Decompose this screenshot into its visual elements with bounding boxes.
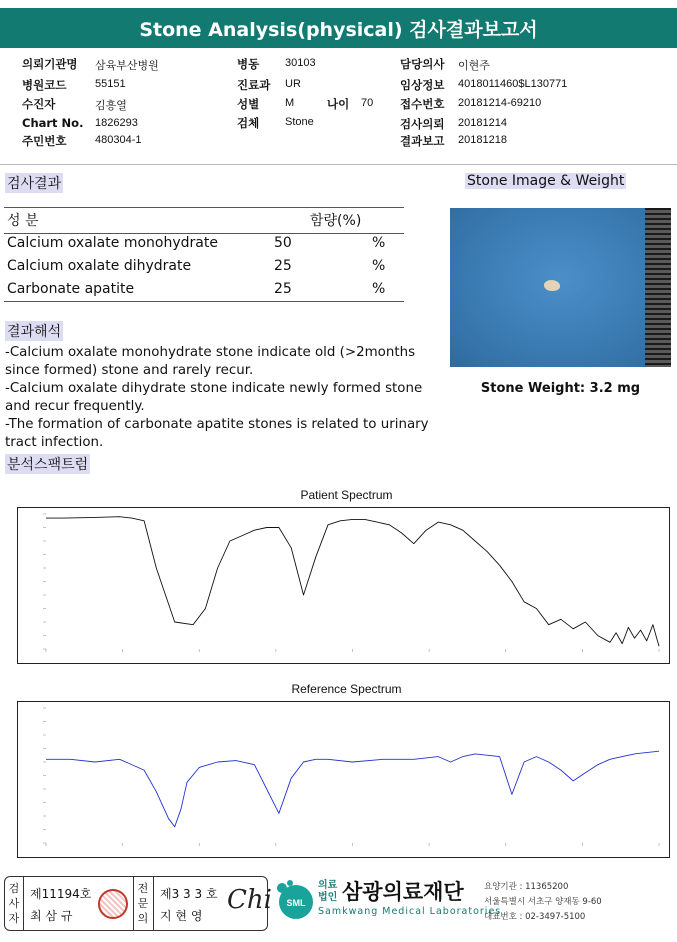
stone-weight: Stone Weight: 3.2 mg	[480, 381, 641, 396]
stone-section-title: Stone Image & Weight	[467, 173, 625, 189]
address: 서울특별시 서초구 양재동 9-60	[484, 897, 602, 907]
info-label: 나이	[327, 97, 350, 111]
patient-info	[22, 56, 662, 156]
info-value: 20181214	[458, 117, 507, 129]
seal-icon	[98, 889, 128, 919]
info-value: 480304-1	[95, 134, 142, 146]
info-value: 4018011460$L130771	[458, 78, 568, 90]
interpretation-section-title: 결과해석	[5, 321, 63, 341]
info-value: Stone	[285, 116, 314, 128]
divider	[23, 877, 24, 930]
stone-image	[450, 208, 671, 367]
component-pct: 50	[274, 235, 292, 251]
logo-text: SML	[286, 898, 306, 908]
interpretation-line: -The formation of carbonate apatite stones is related to urinary tract infection.	[5, 417, 429, 450]
ruler-scale	[645, 208, 671, 367]
info-label: 성별	[237, 97, 260, 111]
specialist-number: 제3 3 3 호	[160, 887, 218, 901]
spectrum-line	[46, 517, 659, 647]
info-value: 이현주	[458, 60, 490, 72]
info-label: Chart No.	[22, 116, 84, 130]
component-pct: 25	[274, 258, 292, 274]
info-label: 수진자	[22, 97, 56, 111]
brand-contact	[484, 880, 602, 925]
info-value: 70	[361, 97, 374, 109]
info-value: UR	[285, 78, 301, 90]
divider	[133, 877, 134, 930]
info-value: 김흥열	[95, 100, 127, 112]
header-divider	[0, 164, 677, 165]
brand-name-en: Samkwang Medical Laboratories	[318, 906, 502, 917]
info-label: 병원코드	[22, 78, 67, 92]
info-value: 20181218	[458, 134, 507, 146]
specialist-label: 전문의	[137, 882, 149, 925]
info-label: 임상정보	[400, 78, 445, 92]
component-name: Carbonate apatite	[7, 281, 135, 297]
info-label: 결과보고	[400, 134, 445, 148]
interpretation-text	[5, 344, 437, 452]
interpretation-line: -Calcium oxalate dihydrate stone indicate newly formed stone and recur frequently.	[5, 381, 423, 414]
table-bottom-rule	[4, 301, 404, 302]
info-value: 30103	[285, 57, 316, 69]
patient-spectrum-svg	[18, 508, 669, 663]
component-pct: 25	[274, 281, 292, 297]
info-label: 진료과	[237, 78, 271, 92]
info-value: 1826293	[95, 117, 138, 129]
col-component: 성 분	[7, 213, 39, 229]
info-value: M	[285, 97, 295, 109]
component-name: Calcium oxalate dihydrate	[7, 258, 192, 274]
info-value: 20181214-69210	[458, 97, 542, 109]
spectrum-line	[46, 751, 659, 827]
signature: Chi	[227, 885, 272, 915]
specialist-name: 지 현 영	[160, 909, 203, 923]
patient-spectrum-title: Patient Spectrum	[300, 488, 393, 502]
reviewer-number: 제11194호	[30, 887, 92, 901]
reference-spectrum-title: Reference Spectrum	[291, 682, 402, 696]
patient-spectrum-chart	[17, 507, 670, 664]
info-label: 검사의뢰	[400, 117, 445, 131]
info-value: 삼육부산병원	[95, 60, 159, 72]
results-section-title: 검사결과	[5, 173, 63, 193]
info-label: 주민번호	[22, 134, 67, 148]
signature-box	[4, 876, 272, 931]
report-title: Stone Analysis(physical) 검사결과보고서	[0, 8, 677, 48]
brand-corp-1: 의료	[318, 880, 338, 891]
info-label: 담당의사	[400, 57, 445, 71]
phone: 대표번호 : 02-3497-5100	[484, 912, 586, 922]
brand-corp	[318, 880, 337, 904]
table-header	[4, 207, 404, 234]
reference-spectrum-svg	[18, 702, 669, 857]
brand-name: 삼광의료재단	[342, 880, 464, 904]
component-unit: %	[372, 258, 386, 274]
divider	[153, 877, 154, 930]
info-label: 의뢰기관명	[22, 57, 78, 71]
reference-spectrum-chart	[17, 701, 670, 858]
spectrum-section-title: 분석스팩트럼	[5, 454, 90, 474]
table-row	[4, 258, 404, 282]
stone-specimen	[544, 280, 560, 291]
component-unit: %	[372, 235, 386, 251]
reviewer-label: 검사자	[8, 882, 20, 925]
info-value: 55151	[95, 78, 126, 90]
info-label: 접수번호	[400, 97, 445, 111]
info-label: 검체	[237, 116, 260, 130]
table-row	[4, 235, 404, 259]
brand-corp-2: 법인	[318, 892, 338, 903]
info-label: 병동	[237, 57, 260, 71]
col-amount: 함량(%)	[310, 213, 362, 229]
sml-logo-icon	[272, 878, 316, 922]
interpretation-line: -Calcium oxalate monohydrate stone indicate old (>2months since formed) stone and rarely recur.	[5, 345, 416, 378]
component-unit: %	[372, 281, 386, 297]
reviewer-name: 최 삼 규	[30, 909, 73, 923]
component-name: Calcium oxalate monohydrate	[7, 235, 218, 251]
institution-code: 요양기관 : 11365200	[484, 882, 569, 892]
